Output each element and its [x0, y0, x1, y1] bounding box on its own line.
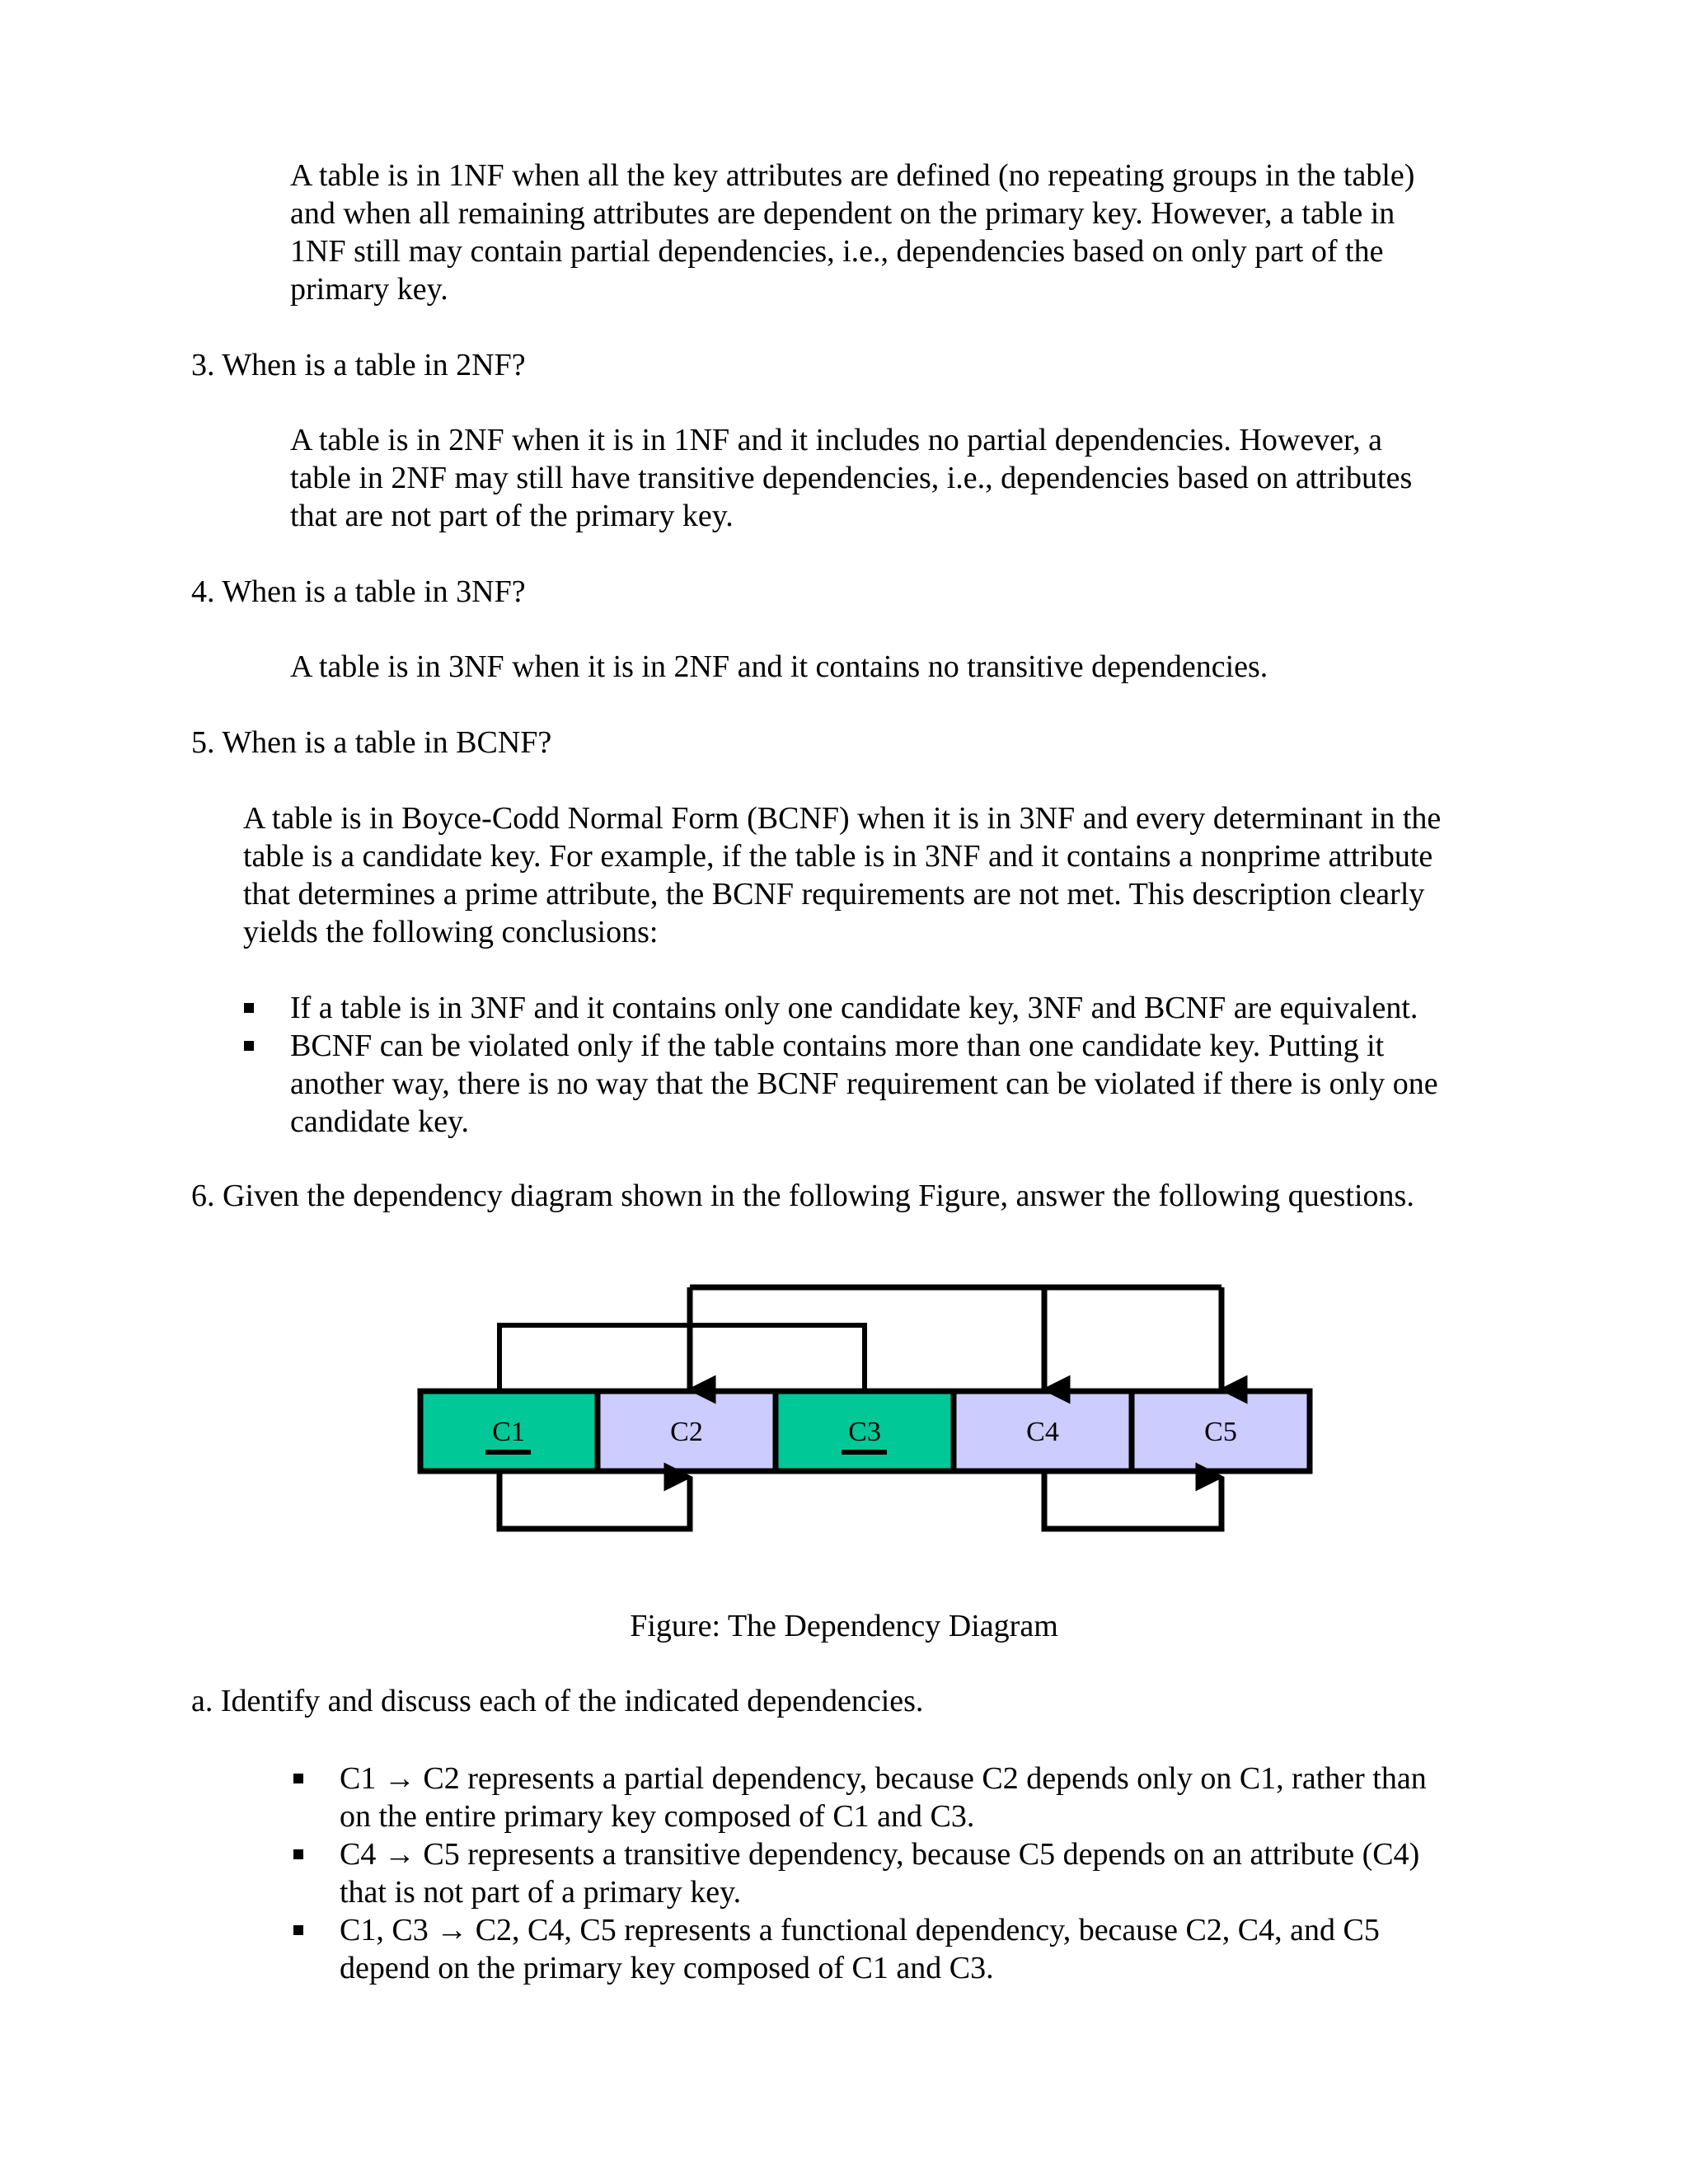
list-item-line: C1 → C2 represents a partial dependency, because C2 depends only on C1, rather than — [340, 1761, 1427, 1796]
partial-dependency-arrow — [499, 1471, 690, 1529]
paragraph-line: that are not part of the primary key. — [290, 499, 734, 533]
question-text: 5. When is a table in BCNF? — [191, 725, 552, 760]
paragraph-line: A table is in 3NF when it is in 2NF and it contains no transitive dependencies. — [290, 649, 1268, 684]
question-4 — [191, 573, 526, 611]
paragraph-line: table is a candidate key. For example, if the table is in 3NF and it contains a nonprime attribute — [243, 839, 1433, 874]
list-item-line: BCNF can be violated only if the table contains more than one candidate key. Putting it — [290, 1029, 1385, 1063]
list-item-line: that is not part of a primary key. — [340, 1875, 742, 1910]
paragraph-line: A table is in 1NF when all the key attributes are defined (no repeating groups in the table) — [290, 158, 1415, 193]
paragraph-1nf — [290, 157, 1414, 308]
square-bullet-icon — [293, 1774, 303, 1783]
list-item-line: C1, C3 → C2, C4, C5 represents a functional dependency, because C2, C4, and C5 — [340, 1913, 1380, 1947]
question-a — [191, 1682, 923, 1720]
question-6 — [191, 1177, 1414, 1215]
paragraph-3nf — [290, 648, 1268, 686]
column-label-c1: C1 — [492, 1417, 525, 1447]
paragraph-line: and when all remaining attributes are dependent on the primary key. However, a table in — [290, 196, 1395, 231]
dependencies-list — [340, 1760, 1427, 1987]
question-text: a. Identify and discuss each of the indicated dependencies. — [191, 1684, 924, 1718]
square-bullet-icon — [244, 1041, 254, 1051]
list-item-line: If a table is in 3NF and it contains only one candidate key, 3NF and BCNF are equivalent. — [290, 991, 1418, 1025]
bcnf-conclusions-list — [290, 989, 1438, 1141]
column-label-c4: C4 — [1026, 1417, 1059, 1447]
paragraph-line: 1NF still may contain partial dependencies, i.e., dependencies based on only part of the — [290, 234, 1384, 269]
column-label-c2: C2 — [670, 1417, 703, 1447]
list-item-line: candidate key. — [290, 1104, 469, 1139]
question-3 — [191, 346, 526, 384]
list-item — [340, 1760, 1427, 1835]
paragraph-2nf — [290, 421, 1412, 535]
column-label-c5: C5 — [1204, 1417, 1237, 1447]
transitive-dependency-arrow — [1044, 1471, 1221, 1529]
list-item — [290, 1027, 1438, 1141]
question-text: 4. When is a table in 3NF? — [191, 574, 526, 609]
square-bullet-icon — [293, 1849, 303, 1859]
square-bullet-icon — [293, 1925, 303, 1935]
list-item — [290, 989, 1438, 1027]
paragraph-line: A table is in Boyce-Codd Normal Form (BCNF) when it is in 3NF and every determinant in the — [243, 801, 1442, 836]
figure-caption — [0, 1607, 1688, 1645]
list-item-line: another way, there is no way that the BCNF requirement can be violated if there is only one — [290, 1066, 1438, 1101]
dependency-diagram — [412, 1277, 1319, 1566]
list-item-line: depend on the primary key composed of C1 and C3. — [340, 1951, 994, 1985]
paragraph-line: primary key. — [290, 272, 448, 307]
question-text: 3. When is a table in 2NF? — [191, 348, 526, 382]
square-bullet-icon — [244, 1003, 254, 1013]
figure-caption-text: Figure: The Dependency Diagram — [630, 1609, 1058, 1643]
question-text: 6. Given the dependency diagram shown in the following Figure, answer the following questions. — [191, 1179, 1414, 1213]
list-item — [340, 1835, 1427, 1911]
question-5 — [191, 724, 551, 762]
dependency-line-c1-c3 — [499, 1325, 865, 1391]
column-label-c3: C3 — [848, 1417, 881, 1447]
paragraph-bcnf — [243, 799, 1441, 951]
paragraph-line: table in 2NF may still have transitive dependencies, i.e., dependencies based on attributes — [290, 461, 1413, 495]
paragraph-line: A table is in 2NF when it is in 1NF and it includes no partial dependencies. However, a — [290, 423, 1383, 457]
list-item-line: on the entire primary key composed of C1 and C3. — [340, 1799, 975, 1834]
list-item — [340, 1911, 1427, 1987]
list-item-line: C4 → C5 represents a transitive dependency, because C5 depends on an attribute (C4) — [340, 1837, 1420, 1872]
paragraph-line: yields the following conclusions: — [243, 915, 659, 949]
paragraph-line: that determines a prime attribute, the BCNF requirements are not met. This description clearly — [243, 877, 1425, 912]
